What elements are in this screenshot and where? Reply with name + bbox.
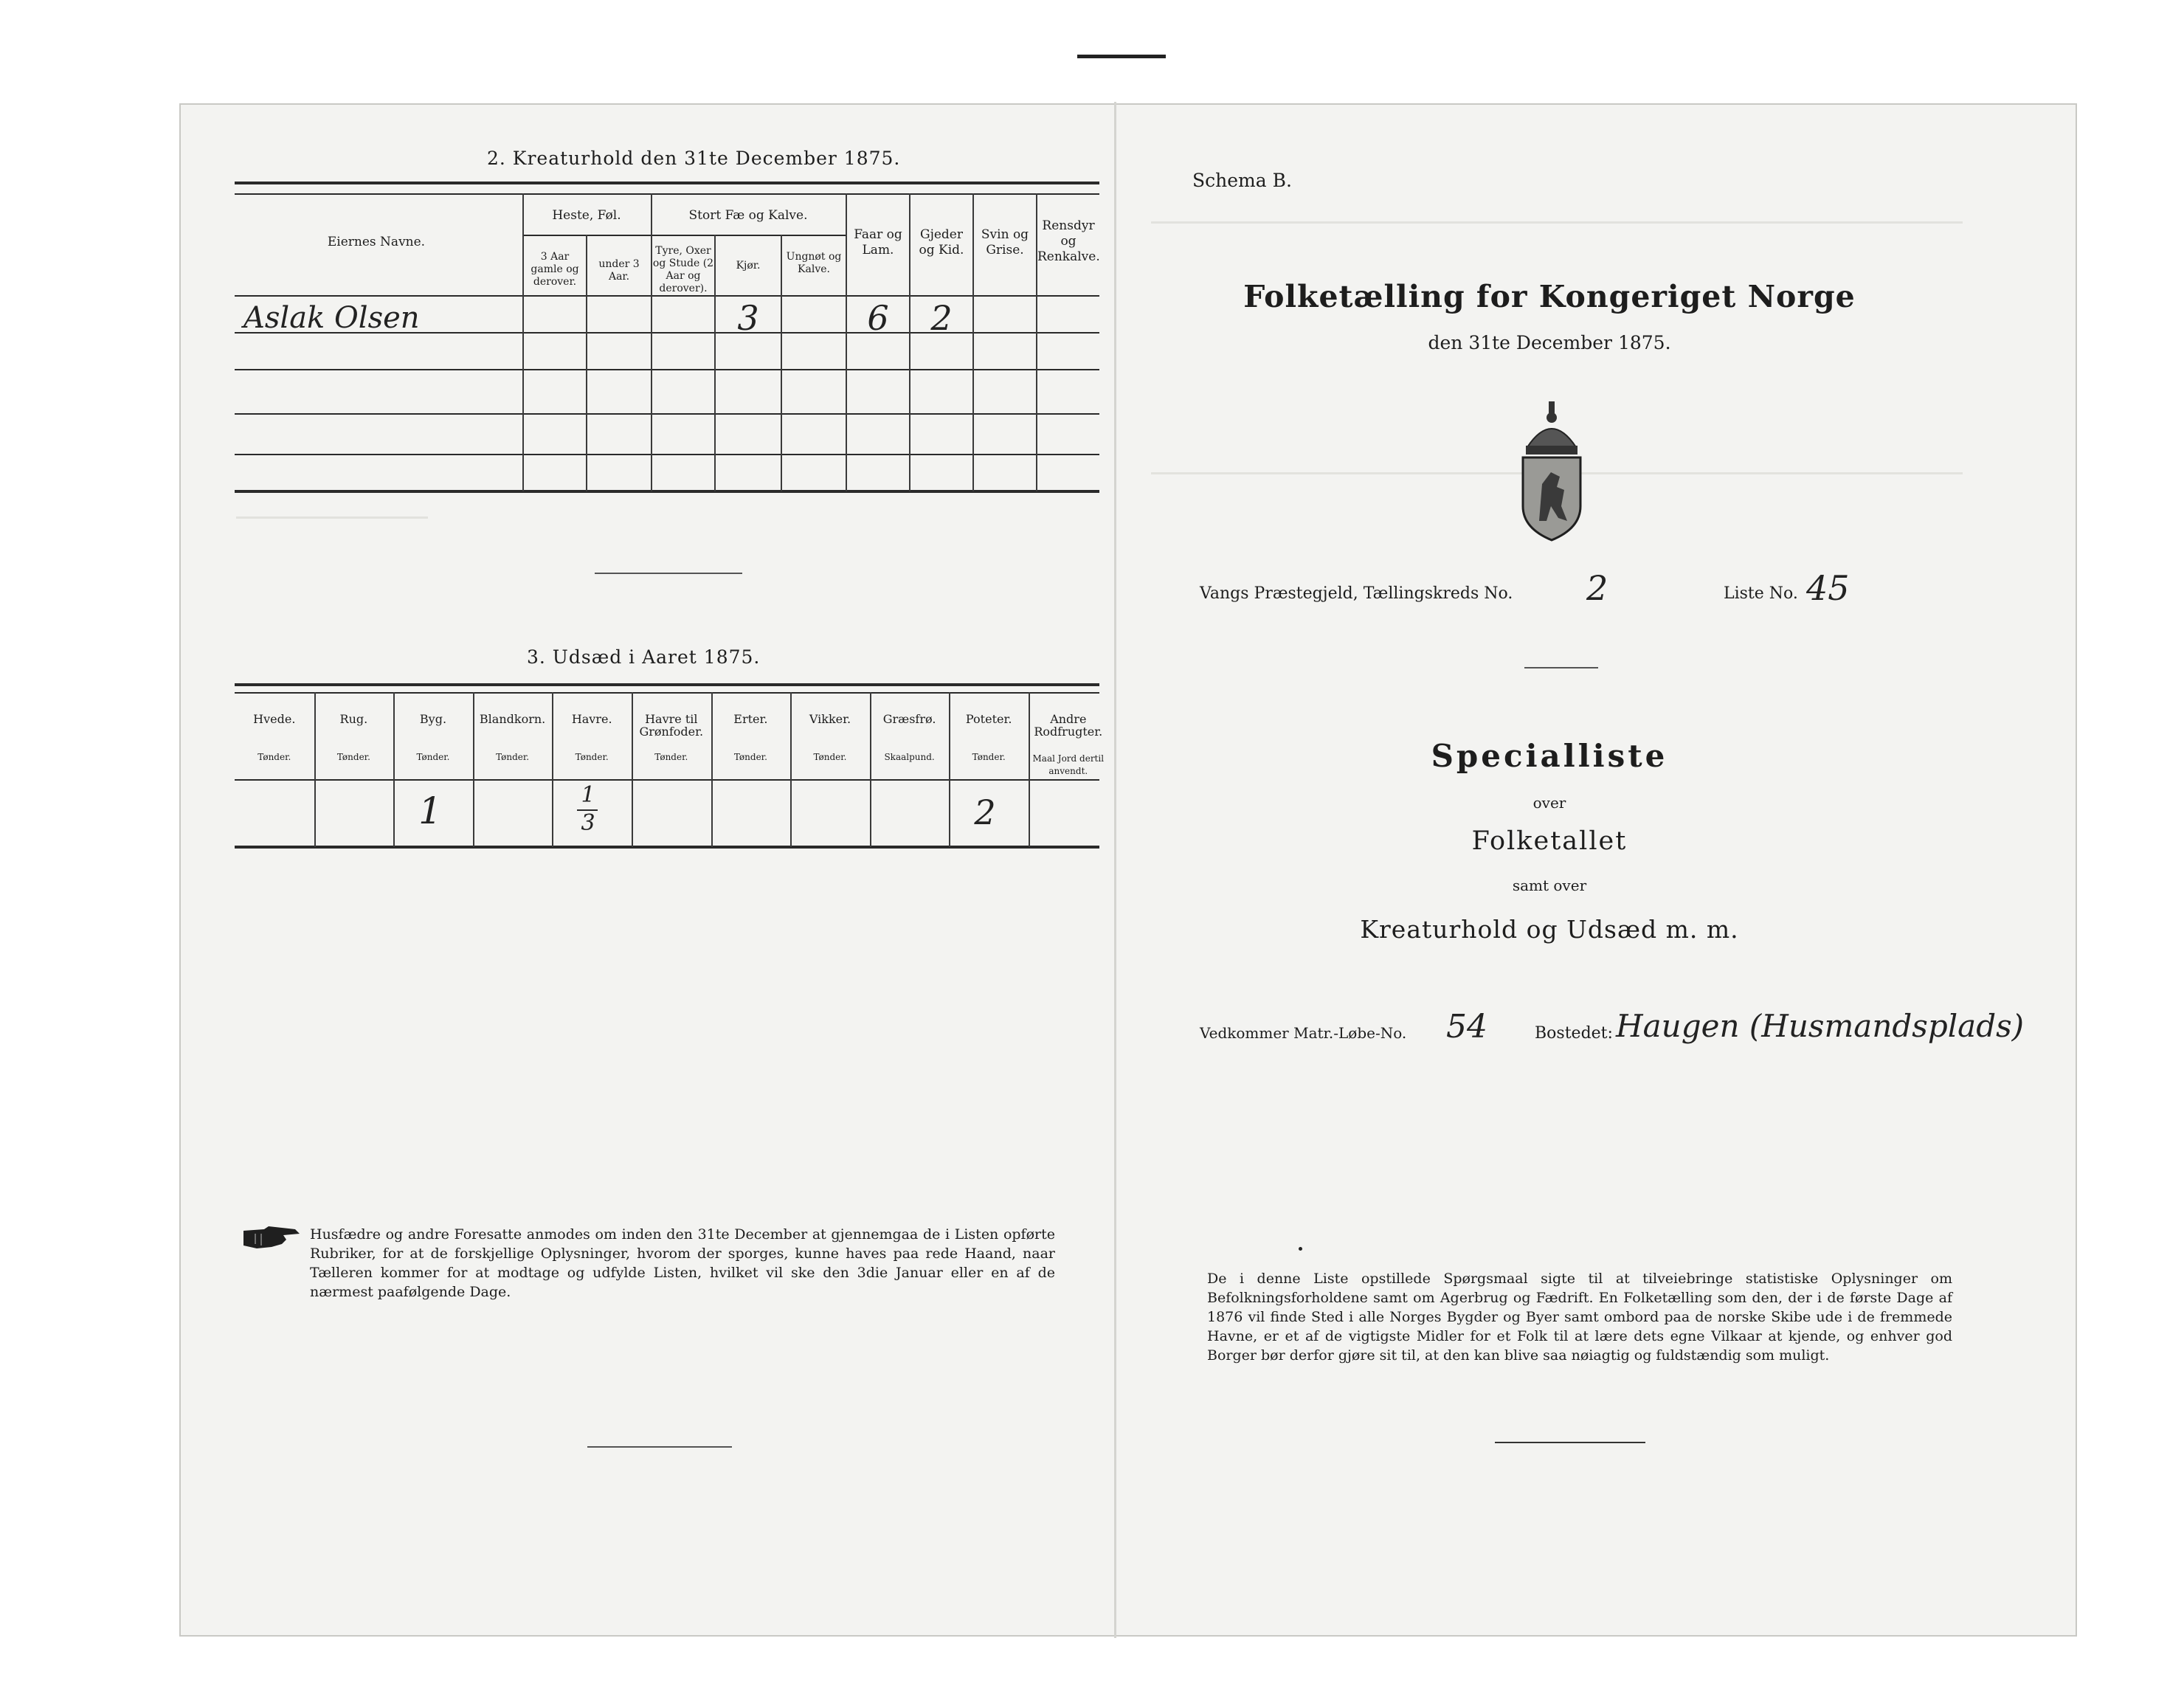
havre-value-denominator: 3 — [581, 810, 595, 836]
udsaed-header-name: Rug. — [339, 712, 368, 726]
header-ungnot: Ungnøt og Kalve. — [786, 251, 842, 275]
udsaed-header-name: Blandkorn. — [479, 712, 546, 726]
footer-text: De i denne Liste opstillede Spørgsmaal sigte til at tilveiebringe statistiske Oplysninger om Befolkningsforholdene samt om Agerbrug og Fædrift. En Folketælling som den, der i de første Dage af 1876 vil finde Sted i alle Norges Bygder og Byer samt ombord paa de norske Skibe ude i de fremmede Havne, er et af de vigtigste Midler for et Folk til at lære dets egne Vilkaar at kjende, og enhver god Borger bør derfor gjøre sit til, at den kan blive saa nøiagtig og fuldstændig som muligt. — [1207, 1271, 1952, 1364]
byg-value: 1 — [418, 789, 442, 832]
udsaed-header-unit: Tønder. — [336, 752, 370, 762]
udsaed-header-unit: Tønder. — [416, 752, 450, 762]
header-svin: Svin og Grise. — [981, 227, 1029, 258]
faar-value: 6 — [867, 298, 889, 338]
gjeder-value: 2 — [930, 298, 953, 338]
folketallet-title: Folketallet — [1471, 826, 1628, 856]
bostedet-label: Bostedet: — [1535, 1024, 1613, 1043]
udsaed-header-name: Byg. — [419, 712, 447, 726]
bleed-through — [1151, 221, 1963, 224]
samt-over: samt over — [1512, 877, 1587, 894]
table-rule — [235, 846, 1099, 849]
specialliste-title: Specialliste — [1431, 738, 1668, 774]
kreds-no-value: 2 — [1586, 568, 1608, 608]
bostedet-value: Haugen (Husmandsplads) — [1616, 1008, 2025, 1044]
liste-no-value: 45 — [1806, 568, 1850, 608]
header-gjeder: Gjeder og Kid. — [919, 227, 964, 258]
separator — [1524, 667, 1598, 668]
havre-value-numerator: 1 — [581, 782, 595, 808]
udsaed-header-name: Erter. — [733, 712, 768, 726]
udsaed-header-unit: Maal Jord dertil anvendt. — [1032, 753, 1105, 776]
table-rule — [235, 413, 1099, 415]
table-rule — [235, 369, 1099, 370]
top-mark — [1077, 55, 1166, 58]
separator — [1495, 1442, 1645, 1443]
table-rule — [235, 490, 1099, 493]
table-rule — [235, 193, 1099, 195]
udsaed-header-unit: Tønder. — [813, 752, 847, 762]
separator — [587, 1446, 732, 1448]
owner-name-handwritten: Aslak Olsen — [243, 301, 420, 335]
udsaed-header-name: Hvede. — [253, 712, 296, 726]
header-faar: Faar og Lam. — [854, 227, 902, 258]
matr-label: Vedkommer Matr.-Løbe-No. — [1200, 1024, 1407, 1042]
udsaed-header-unit: Tønder. — [575, 752, 609, 762]
table-rule — [235, 779, 1099, 781]
udsaed-header-unit: Tønder. — [258, 752, 291, 762]
liste-label: Liste No. — [1724, 584, 1798, 603]
table-rule — [235, 683, 1099, 686]
notice-text: Husfædre og andre Foresatte anmodes om inden den 31te December at gjennemgaa de i Listen opførte Rubriker, for at de forskjellige Oplysninger, hvorom der sporges, kunne haves paa rede Haand, naar Tælleren kommer for at modtage og udfylde Listen, hvilket vil ske den 3die Januar eller en af de nærmest paafølgende Dage. — [310, 1226, 1055, 1300]
page-fold — [1114, 102, 1116, 1638]
poteter-value: 2 — [974, 792, 996, 832]
kreaturhold-title: Kreaturhold og Udsæd m. m. — [1360, 915, 1739, 944]
header-heste-old: 3 Aar gamle og derover. — [531, 251, 579, 288]
table-rule — [235, 182, 1099, 184]
kjor-value: 3 — [737, 298, 759, 338]
header-heste-young: under 3 Aar. — [598, 258, 640, 283]
coat-of-arms-icon — [1513, 395, 1591, 543]
header-stort-fae: Stort Fæ og Kalve. — [688, 208, 808, 223]
section2-title: 2. Kreaturhold den 31te December 1875. — [487, 148, 901, 169]
header-kjor: Kjør. — [736, 260, 761, 272]
schema-label: Schema B. — [1192, 170, 1292, 191]
matr-no-value: 54 — [1446, 1008, 1487, 1046]
header-rensdyr: Rensdyr og Renkalve. — [1037, 218, 1100, 264]
header-tyre: Tyre, Oxer og Stude (2 Aar og derover). — [652, 245, 714, 294]
over-1: over — [1532, 794, 1566, 812]
table-rule — [235, 692, 1099, 694]
main-date: den 31te December 1875. — [1428, 332, 1671, 353]
udsaed-header-name: Vikker. — [809, 712, 851, 726]
table-rule — [235, 454, 1099, 455]
udsaed-header-unit: Tønder. — [496, 752, 530, 762]
section3-title: 3. Udsæd i Aaret 1875. — [527, 646, 761, 668]
udsaed-header-name: Andre Rodfrugter. — [1034, 712, 1103, 739]
udsaed-header-unit: Tønder. — [654, 752, 688, 762]
udsaed-header-name: Græsfrø. — [882, 712, 936, 726]
table-col-line — [714, 235, 716, 491]
table-col-line — [522, 193, 524, 491]
table-rule — [235, 295, 1099, 297]
main-title: Folketælling for Kongeriget Norge — [1243, 279, 1856, 314]
udsaed-header-unit: Skaalpund. — [884, 752, 935, 762]
bleed-through — [236, 516, 428, 519]
table-rule — [522, 235, 847, 236]
udsaed-header-name: Havre. — [571, 712, 612, 726]
header-heste: Heste, Føl. — [552, 208, 621, 223]
udsaed-header-name: Havre til Grønfoder. — [639, 712, 704, 739]
udsaed-header-unit: Tønder. — [972, 752, 1006, 762]
pointing-hand-icon — [242, 1225, 301, 1251]
parish-label: Vangs Præstegjeld, Tællingskreds No. — [1200, 584, 1513, 603]
udsaed-header-unit: Tønder. — [733, 752, 767, 762]
header-owner: Eiernes Navne. — [327, 235, 426, 249]
dot-mark — [1299, 1247, 1302, 1251]
udsaed-header-name: Poteter. — [965, 712, 1012, 726]
separator — [595, 573, 742, 574]
table-col-line — [651, 193, 652, 491]
